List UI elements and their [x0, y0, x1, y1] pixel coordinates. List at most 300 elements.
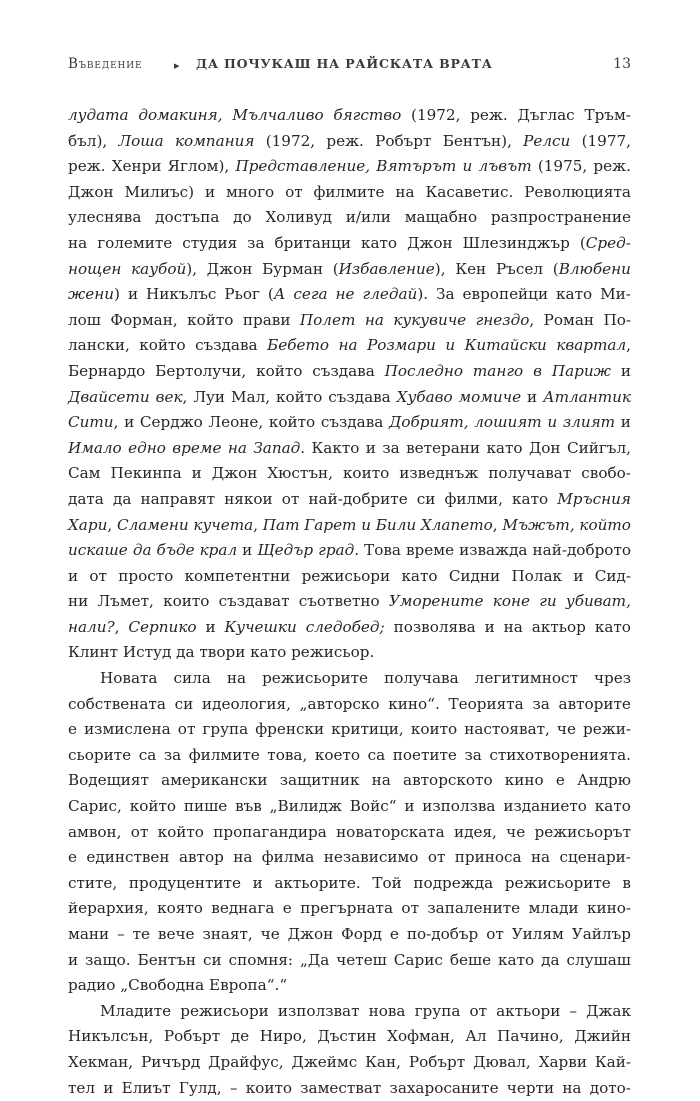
word: веднага: [211, 899, 275, 918]
word: реж.: [326, 131, 364, 150]
word: (1977,: [581, 131, 631, 150]
text-line: [68, 282, 631, 308]
text-line: [68, 589, 631, 615]
word: за: [247, 233, 265, 252]
word: нощен: [68, 259, 122, 278]
word: новаторската: [336, 822, 445, 841]
word: като: [594, 797, 631, 816]
word: като: [512, 489, 549, 508]
word: „Вилидж: [269, 797, 342, 816]
word: група: [202, 720, 249, 739]
word: Водещият: [68, 771, 149, 790]
word: и: [127, 285, 139, 304]
word: Сити,: [68, 413, 119, 432]
word: следобед;: [305, 617, 385, 636]
word: Сарис: [393, 950, 443, 969]
text-line: [68, 333, 631, 359]
word: компетентни: [184, 566, 291, 585]
word: Робърт: [375, 131, 432, 150]
word: приноса: [454, 848, 522, 867]
word: Сидни: [448, 566, 501, 585]
word: Релси: [523, 131, 571, 150]
running-head: [68, 56, 631, 78]
word: коне: [492, 592, 530, 611]
word: който: [256, 361, 303, 380]
word: ветерани: [406, 438, 481, 457]
word: Ми-: [600, 285, 631, 304]
text-line: [68, 205, 631, 231]
word: режи-: [583, 720, 631, 739]
word: танго: [472, 361, 524, 380]
word: Елиът: [121, 1078, 171, 1097]
word: Дъстин: [317, 1027, 377, 1046]
word: злият: [562, 413, 616, 432]
word: Уилям: [511, 925, 564, 943]
word: време: [172, 438, 222, 457]
word: да: [112, 489, 132, 508]
word: като: [556, 285, 593, 304]
word: сега: [293, 285, 328, 304]
word: което: [314, 745, 361, 764]
word: и/или: [345, 208, 391, 227]
word: са: [138, 745, 157, 764]
word: изважда: [459, 541, 528, 560]
word: (1972,: [411, 106, 461, 124]
word: на: [395, 182, 415, 201]
word: актьорите.: [274, 873, 361, 892]
word: Сид-: [594, 566, 631, 585]
word: група: [414, 1001, 461, 1020]
word: филма: [261, 848, 315, 867]
word: (А: [267, 285, 286, 304]
word: пропагандира: [213, 822, 327, 841]
word: френски: [255, 720, 325, 739]
word: от: [401, 899, 419, 918]
word: във: [235, 797, 262, 816]
word: изданието: [503, 797, 587, 816]
text-line: [68, 845, 631, 871]
word: които: [245, 1078, 292, 1097]
text-line: [68, 820, 631, 846]
word: че: [556, 720, 576, 739]
running-head-chapter-title: ДА ПОЧУКАШ НА РАЙСКАТА ВРАТА: [196, 56, 493, 71]
word: на: [364, 310, 384, 329]
text-line: [68, 1050, 631, 1076]
word: тел: [68, 1078, 96, 1097]
word: и: [404, 797, 415, 816]
word: легитимност: [474, 669, 578, 688]
word: Бентън),: [442, 131, 512, 150]
word: на: [227, 438, 247, 457]
word: и: [191, 464, 202, 483]
word: актьори: [496, 1001, 561, 1020]
word: Джон: [206, 259, 253, 278]
word: и: [68, 566, 79, 585]
word: кучета,: [193, 515, 259, 534]
word: Имало: [68, 438, 122, 457]
word: сила: [173, 669, 211, 688]
word: „авторско: [299, 694, 380, 713]
word: и: [445, 336, 456, 355]
word: някои: [224, 489, 273, 508]
word: Войс“: [349, 797, 397, 816]
word: Както: [311, 438, 360, 457]
word: Хюстън,: [267, 464, 333, 483]
word: бягство: [333, 106, 402, 124]
word: свобо-: [581, 464, 631, 483]
word: на: [371, 771, 391, 790]
word: на: [68, 233, 88, 252]
word: жени): [68, 285, 120, 304]
word: Мал,: [230, 387, 271, 406]
word: кино: [504, 771, 544, 790]
word: пише: [183, 797, 228, 816]
word: на: [562, 1078, 582, 1097]
word: режисьори: [180, 1001, 269, 1020]
word: от: [281, 489, 300, 508]
text-line: [68, 180, 631, 206]
word: на: [226, 669, 247, 688]
text-line: [68, 666, 631, 692]
word: Ръсел: [495, 259, 543, 278]
text-line: [68, 436, 631, 462]
word: Леоне,: [208, 413, 264, 432]
word: получава: [384, 669, 459, 688]
word: и: [204, 182, 216, 201]
word: По-: [603, 310, 631, 329]
text-line: [68, 973, 631, 999]
word: убиват,: [565, 592, 631, 611]
word: Младите: [100, 1001, 172, 1020]
word: Луи: [193, 387, 226, 406]
word: идея,: [454, 822, 497, 841]
word: Ал: [465, 1027, 487, 1046]
word: лудата: [68, 106, 129, 124]
word: филми,: [444, 489, 503, 508]
word: съответно: [298, 592, 380, 611]
text-line: [68, 359, 631, 385]
word: Лъмет,: [97, 592, 154, 611]
word: Париж: [551, 361, 611, 380]
word: Дон: [528, 438, 561, 457]
word: ги: [539, 592, 557, 611]
word: като: [360, 233, 398, 252]
word: е: [68, 720, 77, 739]
word: е: [555, 771, 565, 790]
word: момиче: [458, 387, 522, 406]
word: за: [382, 438, 400, 457]
word: Сарис,: [68, 797, 122, 816]
text-line: [68, 103, 631, 129]
word: Рьог: [224, 285, 260, 304]
word: Джон: [407, 233, 453, 252]
word: просто: [118, 566, 174, 585]
word: Кан,: [365, 1052, 401, 1071]
word: на: [503, 617, 523, 636]
text-line: [68, 538, 631, 564]
text-line: [68, 717, 631, 743]
word: Бурман: [262, 259, 323, 278]
word: на: [338, 336, 358, 355]
word: Никълсън,: [68, 1027, 154, 1046]
word: от: [177, 720, 196, 739]
word: Китайски: [464, 336, 547, 355]
word: Щедър: [257, 541, 314, 560]
word: е: [389, 925, 399, 943]
word: много: [225, 182, 275, 201]
word: Драйфус,: [208, 1052, 284, 1071]
word: Роман: [543, 310, 594, 329]
word: защитник: [279, 771, 360, 790]
word: който: [157, 822, 204, 841]
word: Той: [372, 873, 402, 892]
word: Представление,: [235, 157, 371, 176]
word: беше: [449, 950, 492, 969]
word: са: [367, 745, 386, 764]
word: вече: [157, 925, 195, 943]
word: Шлезинджър: [462, 233, 570, 252]
word: Сам: [68, 464, 101, 483]
word: от: [427, 848, 446, 867]
word: от: [285, 182, 303, 201]
word: кино-: [586, 899, 631, 918]
word: си: [174, 694, 194, 713]
word: Пат: [262, 515, 300, 534]
word: Хубаво: [396, 387, 453, 406]
word: студия: [182, 233, 238, 252]
word: черти: [506, 1078, 555, 1097]
word: на: [530, 848, 551, 867]
word: чрез: [593, 669, 631, 688]
text-line: [68, 487, 631, 513]
word: Новата: [100, 669, 158, 688]
word: Това: [364, 541, 401, 560]
text-line: [68, 692, 631, 718]
word: авторското: [403, 771, 493, 790]
word: най-доброто: [532, 541, 631, 560]
word: гледай).: [362, 285, 429, 304]
word: като: [486, 438, 523, 457]
word: улеснява: [68, 208, 142, 227]
text-line: [68, 1076, 631, 1101]
word: американски: [161, 771, 268, 790]
word: режисьорите: [262, 669, 369, 688]
word: (Влюбени: [552, 259, 631, 278]
word: (Избавление),: [332, 259, 446, 278]
word: Бентън: [137, 950, 196, 969]
word: гнездо,: [475, 310, 535, 329]
word: Мъжът,: [502, 515, 575, 534]
word: век,: [155, 387, 188, 406]
word: и: [573, 566, 584, 585]
word: (Сред-: [579, 233, 631, 252]
word: създава: [195, 336, 258, 355]
word: Касаветис.: [425, 182, 514, 201]
word: Пачино,: [497, 1027, 564, 1046]
word: Полак: [511, 566, 563, 585]
word: Кучешки: [224, 617, 297, 636]
word: те: [132, 925, 150, 943]
word: за: [163, 745, 182, 764]
word: Серпико: [128, 617, 197, 636]
word: За: [436, 285, 455, 304]
word: Бертолучи,: [155, 361, 247, 380]
word: който: [139, 336, 186, 355]
word: Кен: [455, 259, 487, 278]
word: крал: [199, 541, 238, 560]
word: Джон: [211, 464, 258, 483]
word: защо.: [85, 950, 131, 969]
word: квартал,: [556, 336, 631, 355]
word: идеология,: [202, 694, 291, 713]
word: европейци: [462, 285, 549, 304]
word: автор: [178, 848, 224, 867]
word: че: [260, 925, 280, 943]
word: актьор: [531, 617, 586, 636]
word: и: [124, 413, 135, 432]
word: да: [541, 950, 560, 969]
word: Двайсети: [68, 387, 150, 406]
word: (1975,: [537, 157, 588, 176]
word: Хари,: [68, 515, 113, 534]
word: „Да: [300, 950, 330, 969]
text-line: [68, 640, 631, 666]
word: заместват: [300, 1078, 382, 1097]
word: режисьорите: [504, 873, 611, 892]
word: да: [132, 541, 152, 560]
word: независимо: [323, 848, 419, 867]
text-line: [68, 743, 631, 769]
word: време: [406, 541, 455, 560]
word: Джак: [586, 1001, 631, 1020]
word: използва: [422, 797, 496, 816]
word: Харви: [538, 1052, 587, 1071]
word: кино“.: [388, 694, 440, 713]
word: кукувиче: [393, 310, 467, 329]
word: Запад.: [253, 438, 306, 457]
text-run: радио „Свободна Европа“.“: [68, 976, 288, 995]
text-line: [68, 461, 631, 487]
word: Хенри: [111, 157, 162, 176]
word: –: [229, 1078, 238, 1097]
word: –: [569, 1001, 578, 1020]
word: Полет: [299, 310, 356, 329]
word: каубой),: [131, 259, 198, 278]
word: мани: [68, 925, 110, 943]
word: които: [342, 464, 390, 483]
word: Революцията: [524, 182, 631, 201]
body-text: [68, 103, 631, 1101]
word: Тръм-: [584, 106, 631, 124]
word: Дювал,: [473, 1052, 531, 1071]
word: захаросаните: [389, 1078, 499, 1097]
word: Уморените: [388, 592, 484, 611]
word: лошият: [474, 413, 542, 432]
word: Никълъс: [146, 285, 217, 304]
word: като: [498, 950, 535, 969]
word: авторите: [558, 694, 631, 713]
word: Андрю: [577, 771, 631, 790]
word: Джийн: [574, 1027, 631, 1046]
word: сьорите: [68, 745, 132, 764]
word: Уайлър: [571, 925, 631, 943]
word: собствената: [68, 694, 166, 713]
word: Джеймс: [291, 1052, 358, 1071]
word: Вятърът: [376, 157, 457, 176]
word: Били: [375, 515, 417, 534]
word: йерархия,: [68, 899, 149, 918]
word: създава: [312, 361, 375, 380]
word: Форд: [341, 925, 382, 943]
word: лански,: [68, 336, 130, 355]
word: –: [117, 925, 125, 943]
word: Робърт: [408, 1052, 466, 1071]
word: не: [335, 285, 355, 304]
word: и: [527, 387, 538, 406]
word: спомня:: [228, 950, 294, 969]
word: единствен: [86, 848, 170, 867]
word: че: [506, 822, 526, 841]
word: знаят,: [202, 925, 253, 943]
word: млади: [528, 899, 579, 918]
text-line: [68, 385, 631, 411]
word: които: [163, 592, 210, 611]
word: реж.: [470, 106, 508, 124]
word: продуцентите: [128, 873, 241, 892]
word: Холивуд: [265, 208, 333, 227]
word: Серджо: [139, 413, 203, 432]
word: който: [579, 515, 631, 534]
word: от: [89, 566, 107, 585]
word: изведнъж: [399, 464, 479, 483]
word: Сламени: [116, 515, 189, 534]
word: използват: [277, 1001, 360, 1020]
word: компания: [174, 131, 255, 150]
word: четеш: [336, 950, 387, 969]
text-line: [68, 871, 631, 897]
page-number: 13: [613, 56, 631, 72]
word: която: [157, 899, 203, 918]
word: Хекман,: [68, 1052, 134, 1071]
word: най-добрите: [308, 489, 408, 508]
text-line: [68, 308, 631, 334]
word: Теорията: [448, 694, 524, 713]
word: до: [233, 208, 252, 227]
word: Яглом),: [167, 157, 230, 176]
word: мащабно: [404, 208, 478, 227]
word: в: [533, 361, 542, 380]
word: и: [205, 617, 216, 636]
word: и: [547, 413, 558, 432]
text-line: [68, 513, 631, 539]
word: измислена: [84, 720, 171, 739]
word: (1972,: [265, 131, 316, 150]
word: създава: [328, 387, 391, 406]
word: в: [622, 873, 631, 892]
word: поетите: [392, 745, 457, 764]
word: реж.: [68, 157, 106, 176]
word: получават: [488, 464, 572, 483]
word: който: [268, 413, 316, 432]
word: слушаш: [566, 950, 631, 969]
word: ни: [68, 592, 89, 611]
word: режисьорът: [534, 822, 631, 841]
text-line: [68, 615, 631, 641]
word: град.: [318, 541, 360, 560]
word: бъл),: [68, 131, 108, 150]
text-line: [68, 768, 631, 794]
word: Сийгъл,: [566, 438, 631, 457]
